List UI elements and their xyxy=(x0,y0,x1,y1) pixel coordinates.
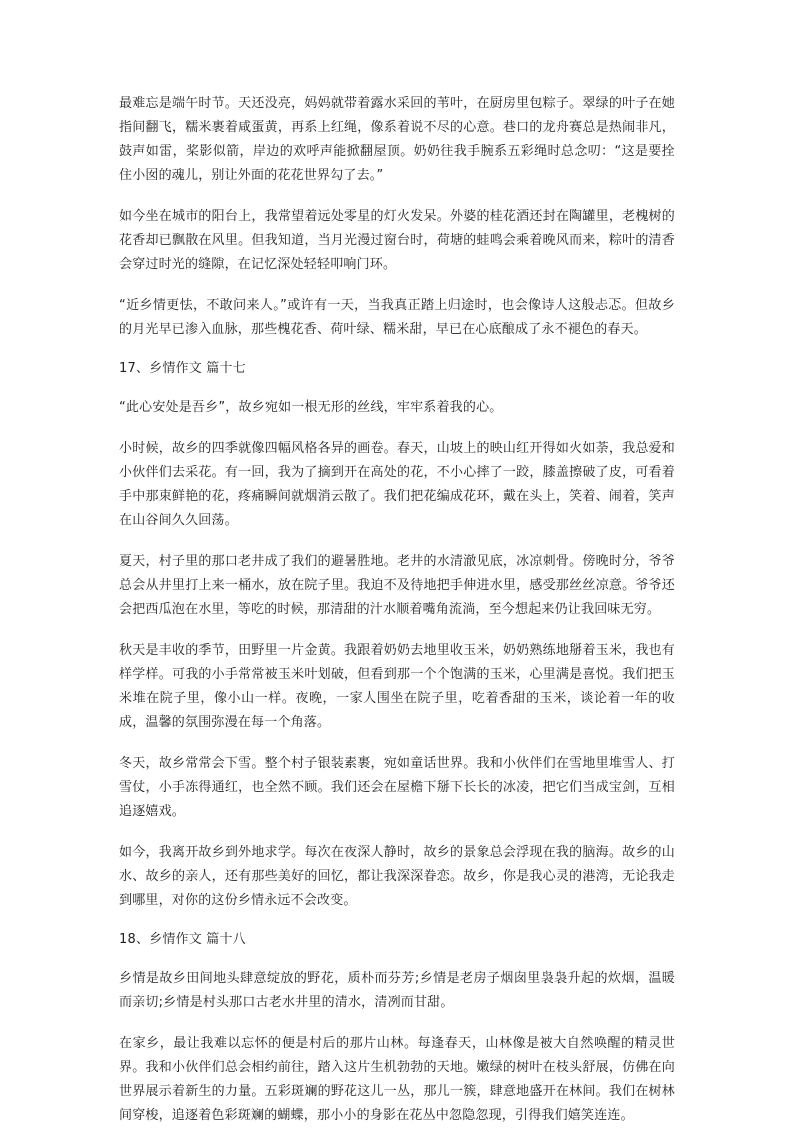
paragraph-homecoming-poem: “近乡情更怯，不敢问来人。”或许有一天，当我真正踏上归途时，也会像诗人这般忐忑。但故乡的月光早已渗入血脉，那些槐花香、荷叶绿、糯米甜，早已在心底酿成了永不褪色的春天。 xyxy=(119,298,675,337)
document-page xyxy=(119,92,675,1128)
paragraph-now-away: 如今，我离开故乡到外地求学。每次在夜深人静时，故乡的景象总会浮现在我的脑海。故乡的山水、故乡的亲人，还有那些美好的回忆，都让我深深眷恋。故乡，你是我心灵的港湾，无论我走到哪里，对你的这份乡情永远不会改变。 xyxy=(119,845,675,908)
paragraph-spring: 小时候，故乡的四季就像四幅风格各异的画卷。春天，山坡上的映山红开得如火如荼，我总爱和小伙伴们去采花。有一回，我为了摘到开在高处的花，不小心摔了一跤，膝盖擦破了皮，可看着手中那束鲜艳的花，疼痛瞬间就烟消云散了。我们把花编成花环，戴在头上，笑着、闹着，笑声在山谷间久久回荡。 xyxy=(119,441,675,528)
section-heading-17: 17、乡情作文 篇十七 xyxy=(119,361,246,376)
paragraph-what-is-nostalgia: 乡情是故乡田间地头肆意绽放的野花，质朴而芬芳;乡情是老房子烟囱里袅袅升起的炊烟，温暖而亲切;乡情是村头那口古老水井里的清水，清冽而甘甜。 xyxy=(119,971,675,1010)
paragraph-dragon-boat-festival: 最难忘是端午时节。天还没亮，妈妈就带着露水采回的苇叶，在厨房里包粽子。翠绿的叶子在她指间翻飞，糯米裹着咸蛋黄，再系上红绳，像系着说不尽的心意。巷口的龙舟赛总是热闹非凡，鼓声如雷，桨影似箭，岸边的欢呼声能掀翻屋顶。奶奶往我手腕系五彩绳时总念叨：“这是要拴住小囡的魂儿，别让外面的花花世界勾了去。” xyxy=(119,96,675,183)
paragraph-winter: 冬天，故乡常常会下雪。整个村子银装素裹，宛如童话世界。我和小伙伴们在雪地里堆雪人、打雪仗，小手冻得通红，也全然不顾。我们还会在屋檐下掰下长长的冰凌，把它们当成宝剑，互相追逐嬉戏。 xyxy=(119,756,675,819)
paragraph-summer: 夏天，村子里的那口老井成了我们的避暑胜地。老井的水清澈见底，冰凉刺骨。傍晚时分，爷爷总会从井里打上来一桶水，放在院子里。我迫不及待地把手伸进水里，感受那丝丝凉意。爷爷还会把西瓜泡在水里，等吃的时候，那清甜的汁水顺着嘴角流淌，至今想起来仍让我回味无穷。 xyxy=(119,554,675,617)
paragraph-city-balcony: 如今坐在城市的阳台上，我常望着远处零星的灯火发呆。外婆的桂花酒还封在陶罐里，老槐树的花香却已飘散在风里。但我知道，当月光漫过窗台时，荷塘的蛙鸣会乘着晚风而来，粽叶的清香会穿过时光的缝隙，在记忆深处轻轻叩响门环。 xyxy=(119,209,675,272)
paragraph-mountain-forest: 在家乡，最让我难以忘怀的便是村后的那片山林。每逢春天，山林像是被大自然唤醒的精灵世界。我和小伙伴们总会相约前往，踏入这片生机勃勃的天地。嫩绿的树叶在枝头舒展，仿佛在向世界展示着新生的力量。五彩斑斓的野花这儿一丛，那儿一簇，肆意地盛开在林间。我们在树林间穿梭，追逐着色彩斑斓的蝴蝶，那小小的身影在花丛中忽隐忽现，引得我们嬉笑连连。 xyxy=(119,1036,675,1123)
section-heading-18: 18、乡情作文 篇十八 xyxy=(119,932,246,947)
paragraph-autumn: 秋天是丰收的季节，田野里一片金黄。我跟着奶奶去地里收玉米，奶奶熟练地掰着玉米，我也有样学样。可我的小手常常被玉米叶划破，但看到那一个个饱满的玉米，心里满是喜悦。我们把玉米堆在院子里，像小山一样。夜晚，一家人围坐在院子里，吃着香甜的玉米，谈论着一年的收成，温馨的氛围弥漫在每一个角落。 xyxy=(119,643,675,730)
paragraph-heart-at-peace: “此心安处是吾乡”，故乡宛如一根无形的丝线，牢牢系着我的心。 xyxy=(119,400,503,415)
